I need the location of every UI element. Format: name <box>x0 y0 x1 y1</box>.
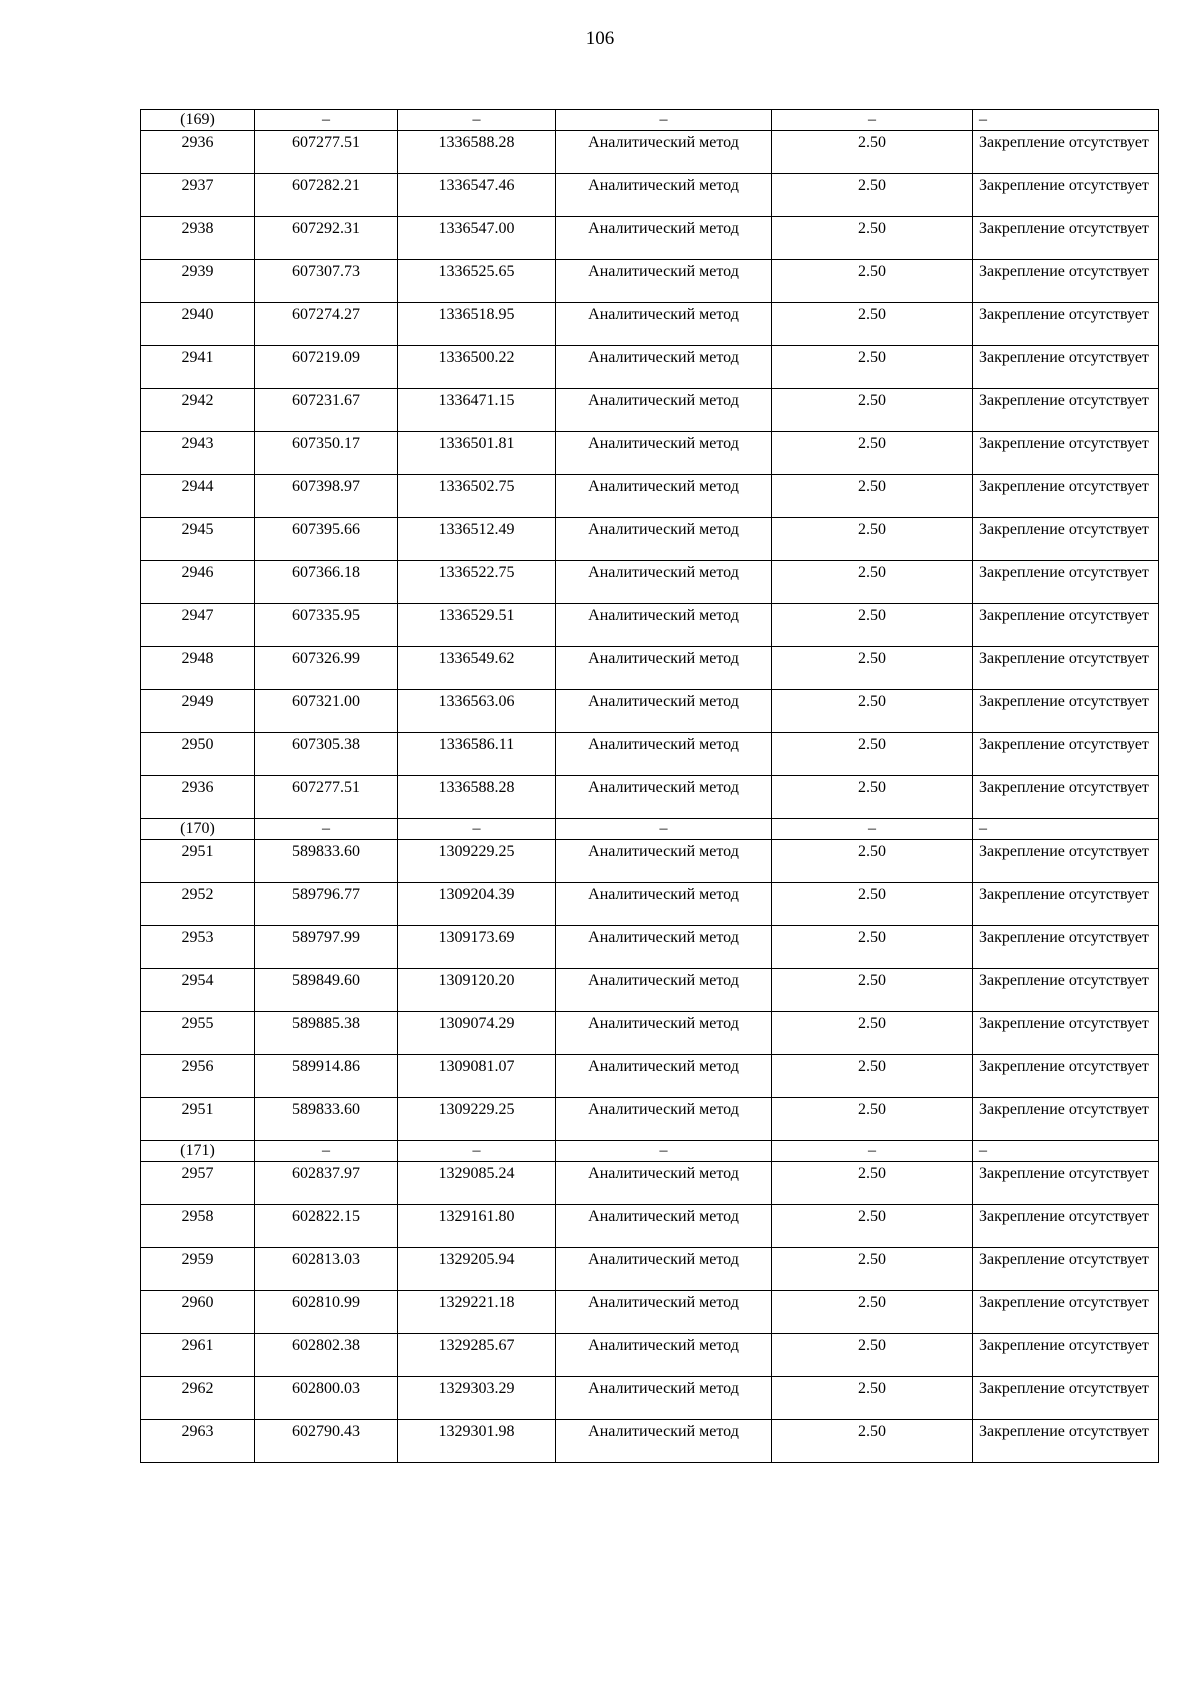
y-coordinate-cell: 1329221.18 <box>398 1291 556 1334</box>
accuracy-cell: 2.50 <box>772 475 973 518</box>
x-coordinate-cell: 607274.27 <box>255 303 398 346</box>
fixing-description-cell: Закрепление отсутствует <box>973 561 1159 604</box>
accuracy-cell: 2.50 <box>772 1377 973 1420</box>
method-cell: Аналитический метод <box>556 883 772 926</box>
coordinates-table <box>140 109 1159 1463</box>
accuracy-cell: 2.50 <box>772 346 973 389</box>
method-cell: Аналитический метод <box>556 174 772 217</box>
fixing-description-cell: – <box>973 110 1159 131</box>
x-coordinate-cell: 602810.99 <box>255 1291 398 1334</box>
fixing-description-cell: Закрепление отсутствует <box>973 604 1159 647</box>
method-cell: Аналитический метод <box>556 1055 772 1098</box>
method-cell: Аналитический метод <box>556 131 772 174</box>
point-number-cell: 2938 <box>141 217 255 260</box>
accuracy-cell: 2.50 <box>772 1420 973 1463</box>
point-number-cell: 2943 <box>141 432 255 475</box>
y-coordinate-cell: 1329205.94 <box>398 1248 556 1291</box>
x-coordinate-cell: – <box>255 110 398 131</box>
x-coordinate-cell: 607398.97 <box>255 475 398 518</box>
accuracy-cell: 2.50 <box>772 1055 973 1098</box>
y-coordinate-cell: 1329161.80 <box>398 1205 556 1248</box>
point-number-cell: 2939 <box>141 260 255 303</box>
fixing-description-cell: – <box>973 1141 1159 1162</box>
y-coordinate-cell: 1329285.67 <box>398 1334 556 1377</box>
fixing-description-cell: Закрепление отсутствует <box>973 690 1159 733</box>
x-coordinate-cell: 589885.38 <box>255 1012 398 1055</box>
y-coordinate-cell: 1336512.49 <box>398 518 556 561</box>
contour-header-row <box>141 819 1159 840</box>
table-row <box>141 260 1159 303</box>
method-cell: Аналитический метод <box>556 475 772 518</box>
table-row <box>141 1248 1159 1291</box>
y-coordinate-cell: 1336471.15 <box>398 389 556 432</box>
method-cell: Аналитический метод <box>556 260 772 303</box>
x-coordinate-cell: 607350.17 <box>255 432 398 475</box>
table-row <box>141 174 1159 217</box>
method-cell: Аналитический метод <box>556 1291 772 1334</box>
x-coordinate-cell: 589849.60 <box>255 969 398 1012</box>
fixing-description-cell: Закрепление отсутствует <box>973 926 1159 969</box>
x-coordinate-cell: 607326.99 <box>255 647 398 690</box>
x-coordinate-cell: 607305.38 <box>255 733 398 776</box>
accuracy-cell: 2.50 <box>772 1291 973 1334</box>
x-coordinate-cell: 602802.38 <box>255 1334 398 1377</box>
accuracy-cell: 2.50 <box>772 389 973 432</box>
fixing-description-cell: Закрепление отсутствует <box>973 475 1159 518</box>
x-coordinate-cell: 602800.03 <box>255 1377 398 1420</box>
y-coordinate-cell: – <box>398 110 556 131</box>
accuracy-cell: 2.50 <box>772 1162 973 1205</box>
fixing-description-cell: Закрепление отсутствует <box>973 733 1159 776</box>
point-number-cell: 2963 <box>141 1420 255 1463</box>
y-coordinate-cell: 1336500.22 <box>398 346 556 389</box>
y-coordinate-cell: 1336588.28 <box>398 776 556 819</box>
table-row <box>141 1420 1159 1463</box>
point-number-cell: (169) <box>141 110 255 131</box>
accuracy-cell: 2.50 <box>772 776 973 819</box>
method-cell: Аналитический метод <box>556 690 772 733</box>
fixing-description-cell: Закрепление отсутствует <box>973 217 1159 260</box>
x-coordinate-cell: 607307.73 <box>255 260 398 303</box>
point-number-cell: 2942 <box>141 389 255 432</box>
accuracy-cell: 2.50 <box>772 647 973 690</box>
y-coordinate-cell: 1336586.11 <box>398 733 556 776</box>
point-number-cell: 2951 <box>141 1098 255 1141</box>
method-cell: Аналитический метод <box>556 389 772 432</box>
x-coordinate-cell: – <box>255 1141 398 1162</box>
table-row <box>141 432 1159 475</box>
point-number-cell: (171) <box>141 1141 255 1162</box>
accuracy-cell: 2.50 <box>772 1205 973 1248</box>
fixing-description-cell: Закрепление отсутствует <box>973 1377 1159 1420</box>
y-coordinate-cell: 1336501.81 <box>398 432 556 475</box>
point-number-cell: 2954 <box>141 969 255 1012</box>
table-row <box>141 883 1159 926</box>
table-row <box>141 1098 1159 1141</box>
accuracy-cell: 2.50 <box>772 883 973 926</box>
point-number-cell: 2959 <box>141 1248 255 1291</box>
y-coordinate-cell: 1336549.62 <box>398 647 556 690</box>
method-cell: Аналитический метод <box>556 217 772 260</box>
x-coordinate-cell: 602822.15 <box>255 1205 398 1248</box>
method-cell: Аналитический метод <box>556 303 772 346</box>
method-cell: Аналитический метод <box>556 926 772 969</box>
table-row <box>141 518 1159 561</box>
y-coordinate-cell: 1309229.25 <box>398 1098 556 1141</box>
method-cell: Аналитический метод <box>556 1012 772 1055</box>
fixing-description-cell: Закрепление отсутствует <box>973 1012 1159 1055</box>
fixing-description-cell: Закрепление отсутствует <box>973 1162 1159 1205</box>
method-cell: Аналитический метод <box>556 647 772 690</box>
table-row <box>141 1012 1159 1055</box>
point-number-cell: (170) <box>141 819 255 840</box>
table-row <box>141 346 1159 389</box>
y-coordinate-cell: – <box>398 1141 556 1162</box>
accuracy-cell: 2.50 <box>772 174 973 217</box>
x-coordinate-cell: 589833.60 <box>255 1098 398 1141</box>
method-cell: Аналитический метод <box>556 1205 772 1248</box>
point-number-cell: 2946 <box>141 561 255 604</box>
y-coordinate-cell: 1336522.75 <box>398 561 556 604</box>
table-row <box>141 1377 1159 1420</box>
method-cell: Аналитический метод <box>556 1098 772 1141</box>
x-coordinate-cell: 607277.51 <box>255 131 398 174</box>
y-coordinate-cell: 1336529.51 <box>398 604 556 647</box>
y-coordinate-cell: 1309081.07 <box>398 1055 556 1098</box>
accuracy-cell: 2.50 <box>772 432 973 475</box>
table-row <box>141 217 1159 260</box>
fixing-description-cell: Закрепление отсутствует <box>973 969 1159 1012</box>
fixing-description-cell: Закрепление отсутствует <box>973 1055 1159 1098</box>
table-row <box>141 1205 1159 1248</box>
method-cell: Аналитический метод <box>556 1334 772 1377</box>
point-number-cell: 2952 <box>141 883 255 926</box>
accuracy-cell: 2.50 <box>772 733 973 776</box>
accuracy-cell: 2.50 <box>772 1012 973 1055</box>
point-number-cell: 2936 <box>141 776 255 819</box>
method-cell: Аналитический метод <box>556 518 772 561</box>
y-coordinate-cell: 1309204.39 <box>398 883 556 926</box>
x-coordinate-cell: 602837.97 <box>255 1162 398 1205</box>
table-row <box>141 604 1159 647</box>
point-number-cell: 2956 <box>141 1055 255 1098</box>
fixing-description-cell: Закрепление отсутствует <box>973 260 1159 303</box>
fixing-description-cell: Закрепление отсутствует <box>973 432 1159 475</box>
fixing-description-cell: Закрепление отсутствует <box>973 518 1159 561</box>
accuracy-cell: 2.50 <box>772 1098 973 1141</box>
point-number-cell: 2936 <box>141 131 255 174</box>
table-row <box>141 1291 1159 1334</box>
table-row <box>141 776 1159 819</box>
point-number-cell: 2958 <box>141 1205 255 1248</box>
x-coordinate-cell: 607292.31 <box>255 217 398 260</box>
x-coordinate-cell: 607335.95 <box>255 604 398 647</box>
x-coordinate-cell: 607277.51 <box>255 776 398 819</box>
x-coordinate-cell: 589914.86 <box>255 1055 398 1098</box>
point-number-cell: 2945 <box>141 518 255 561</box>
point-number-cell: 2940 <box>141 303 255 346</box>
point-number-cell: 2951 <box>141 840 255 883</box>
method-cell: – <box>556 110 772 131</box>
method-cell: – <box>556 1141 772 1162</box>
y-coordinate-cell: 1336502.75 <box>398 475 556 518</box>
point-number-cell: 2948 <box>141 647 255 690</box>
fixing-description-cell: Закрепление отсутствует <box>973 840 1159 883</box>
method-cell: Аналитический метод <box>556 969 772 1012</box>
y-coordinate-cell: – <box>398 819 556 840</box>
method-cell: Аналитический метод <box>556 346 772 389</box>
point-number-cell: 2949 <box>141 690 255 733</box>
accuracy-cell: 2.50 <box>772 561 973 604</box>
method-cell: Аналитический метод <box>556 840 772 883</box>
accuracy-cell: 2.50 <box>772 969 973 1012</box>
x-coordinate-cell: 602813.03 <box>255 1248 398 1291</box>
y-coordinate-cell: 1309173.69 <box>398 926 556 969</box>
fixing-description-cell: Закрепление отсутствует <box>973 1205 1159 1248</box>
fixing-description-cell: Закрепление отсутствует <box>973 776 1159 819</box>
accuracy-cell: 2.50 <box>772 926 973 969</box>
method-cell: Аналитический метод <box>556 776 772 819</box>
x-coordinate-cell: 607282.21 <box>255 174 398 217</box>
accuracy-cell: 2.50 <box>772 518 973 561</box>
y-coordinate-cell: 1336547.00 <box>398 217 556 260</box>
point-number-cell: 2944 <box>141 475 255 518</box>
x-coordinate-cell: 607321.00 <box>255 690 398 733</box>
fixing-description-cell: Закрепление отсутствует <box>973 131 1159 174</box>
x-coordinate-cell: 589833.60 <box>255 840 398 883</box>
table-row <box>141 303 1159 346</box>
accuracy-cell: – <box>772 110 973 131</box>
x-coordinate-cell: – <box>255 819 398 840</box>
method-cell: Аналитический метод <box>556 1248 772 1291</box>
accuracy-cell: – <box>772 819 973 840</box>
point-number-cell: 2957 <box>141 1162 255 1205</box>
y-coordinate-cell: 1336518.95 <box>398 303 556 346</box>
accuracy-cell: 2.50 <box>772 303 973 346</box>
fixing-description-cell: Закрепление отсутствует <box>973 647 1159 690</box>
fixing-description-cell: Закрепление отсутствует <box>973 1334 1159 1377</box>
y-coordinate-cell: 1309229.25 <box>398 840 556 883</box>
table-row <box>141 969 1159 1012</box>
contour-header-row <box>141 110 1159 131</box>
fixing-description-cell: Закрепление отсутствует <box>973 389 1159 432</box>
point-number-cell: 2950 <box>141 733 255 776</box>
method-cell: Аналитический метод <box>556 1377 772 1420</box>
table-row <box>141 733 1159 776</box>
method-cell: – <box>556 819 772 840</box>
fixing-description-cell: – <box>973 819 1159 840</box>
method-cell: Аналитический метод <box>556 1162 772 1205</box>
x-coordinate-cell: 607395.66 <box>255 518 398 561</box>
fixing-description-cell: Закрепление отсутствует <box>973 1291 1159 1334</box>
method-cell: Аналитический метод <box>556 432 772 475</box>
y-coordinate-cell: 1329301.98 <box>398 1420 556 1463</box>
y-coordinate-cell: 1336525.65 <box>398 260 556 303</box>
accuracy-cell: 2.50 <box>772 1248 973 1291</box>
y-coordinate-cell: 1336588.28 <box>398 131 556 174</box>
accuracy-cell: 2.50 <box>772 217 973 260</box>
y-coordinate-cell: 1329303.29 <box>398 1377 556 1420</box>
point-number-cell: 2960 <box>141 1291 255 1334</box>
x-coordinate-cell: 607231.67 <box>255 389 398 432</box>
fixing-description-cell: Закрепление отсутствует <box>973 1098 1159 1141</box>
method-cell: Аналитический метод <box>556 733 772 776</box>
accuracy-cell: 2.50 <box>772 690 973 733</box>
x-coordinate-cell: 602790.43 <box>255 1420 398 1463</box>
table-row <box>141 926 1159 969</box>
x-coordinate-cell: 589797.99 <box>255 926 398 969</box>
x-coordinate-cell: 589796.77 <box>255 883 398 926</box>
fixing-description-cell: Закрепление отсутствует <box>973 303 1159 346</box>
method-cell: Аналитический метод <box>556 604 772 647</box>
y-coordinate-cell: 1336547.46 <box>398 174 556 217</box>
method-cell: Аналитический метод <box>556 1420 772 1463</box>
x-coordinate-cell: 607219.09 <box>255 346 398 389</box>
table-row <box>141 475 1159 518</box>
fixing-description-cell: Закрепление отсутствует <box>973 1420 1159 1463</box>
y-coordinate-cell: 1309074.29 <box>398 1012 556 1055</box>
table-row <box>141 690 1159 733</box>
table-row <box>141 561 1159 604</box>
fixing-description-cell: Закрепление отсутствует <box>973 174 1159 217</box>
table-row <box>141 840 1159 883</box>
point-number-cell: 2953 <box>141 926 255 969</box>
accuracy-cell: 2.50 <box>772 260 973 303</box>
accuracy-cell: – <box>772 1141 973 1162</box>
y-coordinate-cell: 1336563.06 <box>398 690 556 733</box>
fixing-description-cell: Закрепление отсутствует <box>973 1248 1159 1291</box>
table-row <box>141 131 1159 174</box>
table-row <box>141 647 1159 690</box>
point-number-cell: 2941 <box>141 346 255 389</box>
fixing-description-cell: Закрепление отсутствует <box>973 346 1159 389</box>
table-row <box>141 389 1159 432</box>
y-coordinate-cell: 1309120.20 <box>398 969 556 1012</box>
fixing-description-cell: Закрепление отсутствует <box>973 883 1159 926</box>
coordinates-table-body <box>141 110 1159 1463</box>
accuracy-cell: 2.50 <box>772 131 973 174</box>
table-row <box>141 1162 1159 1205</box>
method-cell: Аналитический метод <box>556 561 772 604</box>
table-row <box>141 1055 1159 1098</box>
contour-header-row <box>141 1141 1159 1162</box>
point-number-cell: 2961 <box>141 1334 255 1377</box>
page-number: 106 <box>585 28 615 49</box>
point-number-cell: 2947 <box>141 604 255 647</box>
point-number-cell: 2937 <box>141 174 255 217</box>
accuracy-cell: 2.50 <box>772 1334 973 1377</box>
y-coordinate-cell: 1329085.24 <box>398 1162 556 1205</box>
accuracy-cell: 2.50 <box>772 840 973 883</box>
point-number-cell: 2955 <box>141 1012 255 1055</box>
point-number-cell: 2962 <box>141 1377 255 1420</box>
x-coordinate-cell: 607366.18 <box>255 561 398 604</box>
table-row <box>141 1334 1159 1377</box>
accuracy-cell: 2.50 <box>772 604 973 647</box>
